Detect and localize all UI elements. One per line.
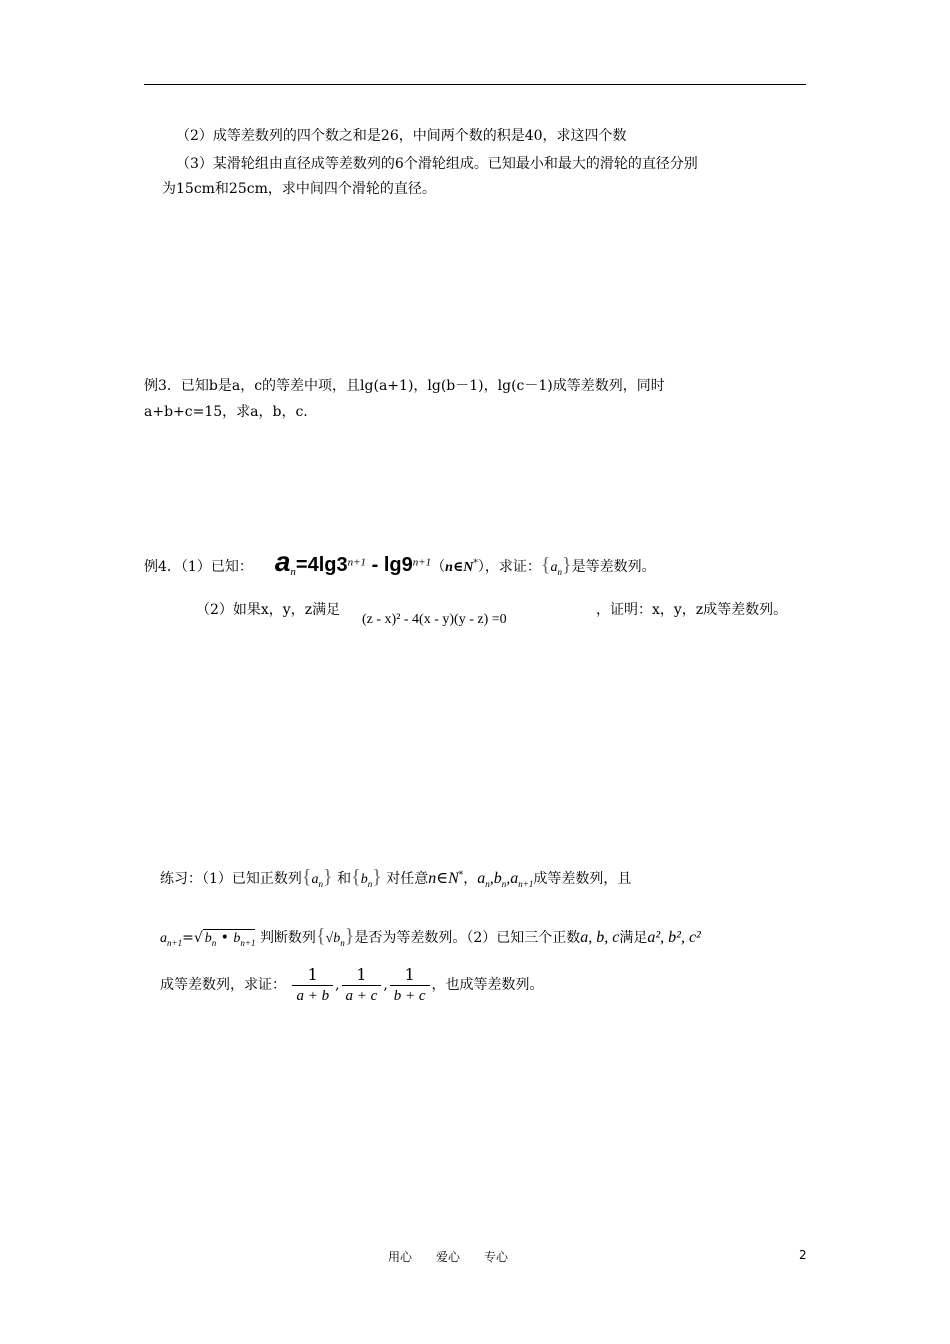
- formula-a: a: [274, 546, 291, 577]
- fraction-2: $\frac{1}{a + c}$: [342, 965, 382, 1006]
- footer-slogan: 用心 爱心 专心: [388, 1250, 509, 1264]
- example-4-part1: 例4．（1）已知： $a_n=4\lg 3^{n+1}$ - $\lg 9^{n+1}(n\in N^*)$，求证：$\{a_n\}$是等差数列。: [144, 546, 656, 578]
- practice-line1: 练习：（1）已知正数列$\{a_n\}$ 和$\{b_n\}$ 对任意n∈N*，$a_n,b_n,a_{n+1}$成等差数列，且: [160, 866, 632, 889]
- problem-3-line1: （3）某滑轮组由直径成等差数列的6个滑轮组成。已知最小和最大的滑轮的直径分别: [176, 156, 698, 172]
- problem-3-line2: 为15cm和25cm，求中间四个滑轮的直径。: [162, 181, 436, 197]
- fraction-1: $\frac{1}{a + b}$: [292, 965, 333, 1006]
- example-4-part2-suffix: ，证明：x，y，z成等差数列。: [596, 602, 788, 618]
- example-3-line2: a+b+c=15，求a，b，c.: [144, 404, 308, 420]
- practice-line2: $a_{n+1}=√$ $b_n$ • $b_{n+1}$ 判断数列$\{√b_n\}$是否为等差数列。（2）已知三个正数a, b, c满足a², b², c²: [160, 925, 701, 948]
- page-number: 2: [799, 1248, 807, 1262]
- example-3-line1: 例3．已知b是a，c的等差中项，且lg(a+1)，lg(b－1)，lg(c－1)成等差数列，同时: [144, 378, 665, 394]
- fraction-3: $\frac{1}{b + c}$: [390, 965, 430, 1006]
- example-4-part2-text: （2）如果x，y，z满足: [196, 602, 341, 618]
- problem-2: （2）成等差数列的四个数之和是26，中间两个数的积是40，求这四个数: [176, 128, 627, 144]
- header-rule: [144, 84, 806, 85]
- practice-line3: 成等差数列，求证： $\frac{1}{a + b}$ , $\frac{1}{a + c}$ , $\frac{1}{b + c}$ ，也成等差数列。: [160, 964, 544, 1004]
- example-4-equation: (z - x)² - 4(x - y)(y - z) =0: [362, 612, 507, 627]
